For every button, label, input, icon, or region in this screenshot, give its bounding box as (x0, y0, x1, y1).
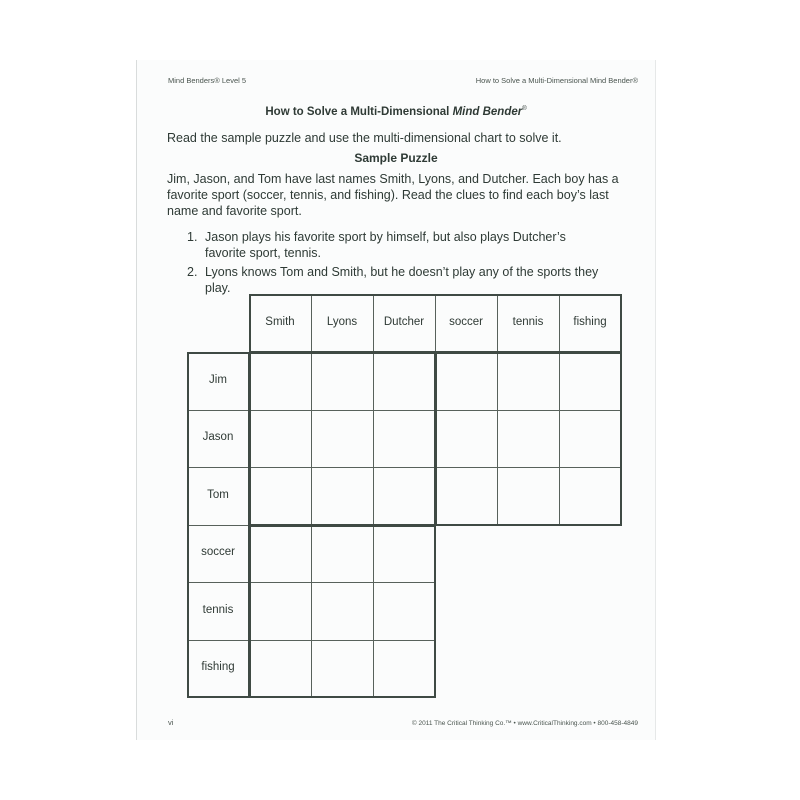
intro-text: Read the sample puzzle and use the multi-dimensional chart to solve it. (167, 131, 562, 145)
row-header-label: fishing (201, 661, 235, 674)
column-header-label: Dutcher (383, 316, 425, 328)
clue-item (187, 229, 607, 261)
running-header-right: How to Solve a Multi-Dimensional Mind Bender® (475, 76, 638, 85)
puzzle-paragraph: Jim, Jason, and Tom have last names Smith, Lyons, and Dutcher. Each boy has a favorite sport (soccer, tennis, and fishing). Read the clues to find each boy’s last name and favorite sport. (167, 172, 619, 218)
clue-item (187, 264, 607, 296)
title-mark: ® (522, 106, 527, 113)
row-header-label: Jason (202, 431, 234, 444)
column-header-label: Smith (265, 316, 295, 328)
clue-number: 1. (187, 230, 198, 244)
title-prefix: How to Solve a Multi-Dimensional (265, 106, 453, 118)
block-outline (435, 352, 622, 526)
row-header-label: tennis (202, 603, 234, 616)
running-header-left: Mind Benders® Level 5 (168, 76, 247, 85)
block-outline (249, 525, 436, 699)
clue-number: 2. (187, 265, 198, 279)
clue-text: Jason plays his favorite sport by himself, but also plays Dutcher’s favorite sport, tennis. (205, 230, 566, 260)
worksheet-page (137, 60, 655, 740)
block-outline (187, 352, 250, 698)
logic-grid (187, 294, 623, 698)
clue-text: Lyons knows Tom and Smith, but he doesn’t play any of the sports they play. (205, 265, 599, 295)
block-outline (249, 294, 622, 353)
page-title (137, 106, 655, 118)
row-header-label: Jim (209, 373, 227, 386)
row-header-label: Tom (207, 488, 229, 501)
row-header-label: soccer (201, 546, 235, 559)
column-header-label: tennis (512, 316, 544, 328)
copyright-footer: © 2011 The Critical Thinking Co.™ • www.CriticalThinking.com • 800-458-4849 (411, 720, 638, 727)
column-header-label: Lyons (326, 316, 358, 328)
title-italic: Mind Bender (452, 106, 523, 118)
sample-puzzle-heading: Sample Puzzle (354, 151, 438, 165)
page-number: vi (168, 718, 174, 727)
column-header-label: fishing (573, 316, 607, 328)
block-outline (249, 352, 436, 526)
column-header-label: soccer (449, 316, 483, 328)
